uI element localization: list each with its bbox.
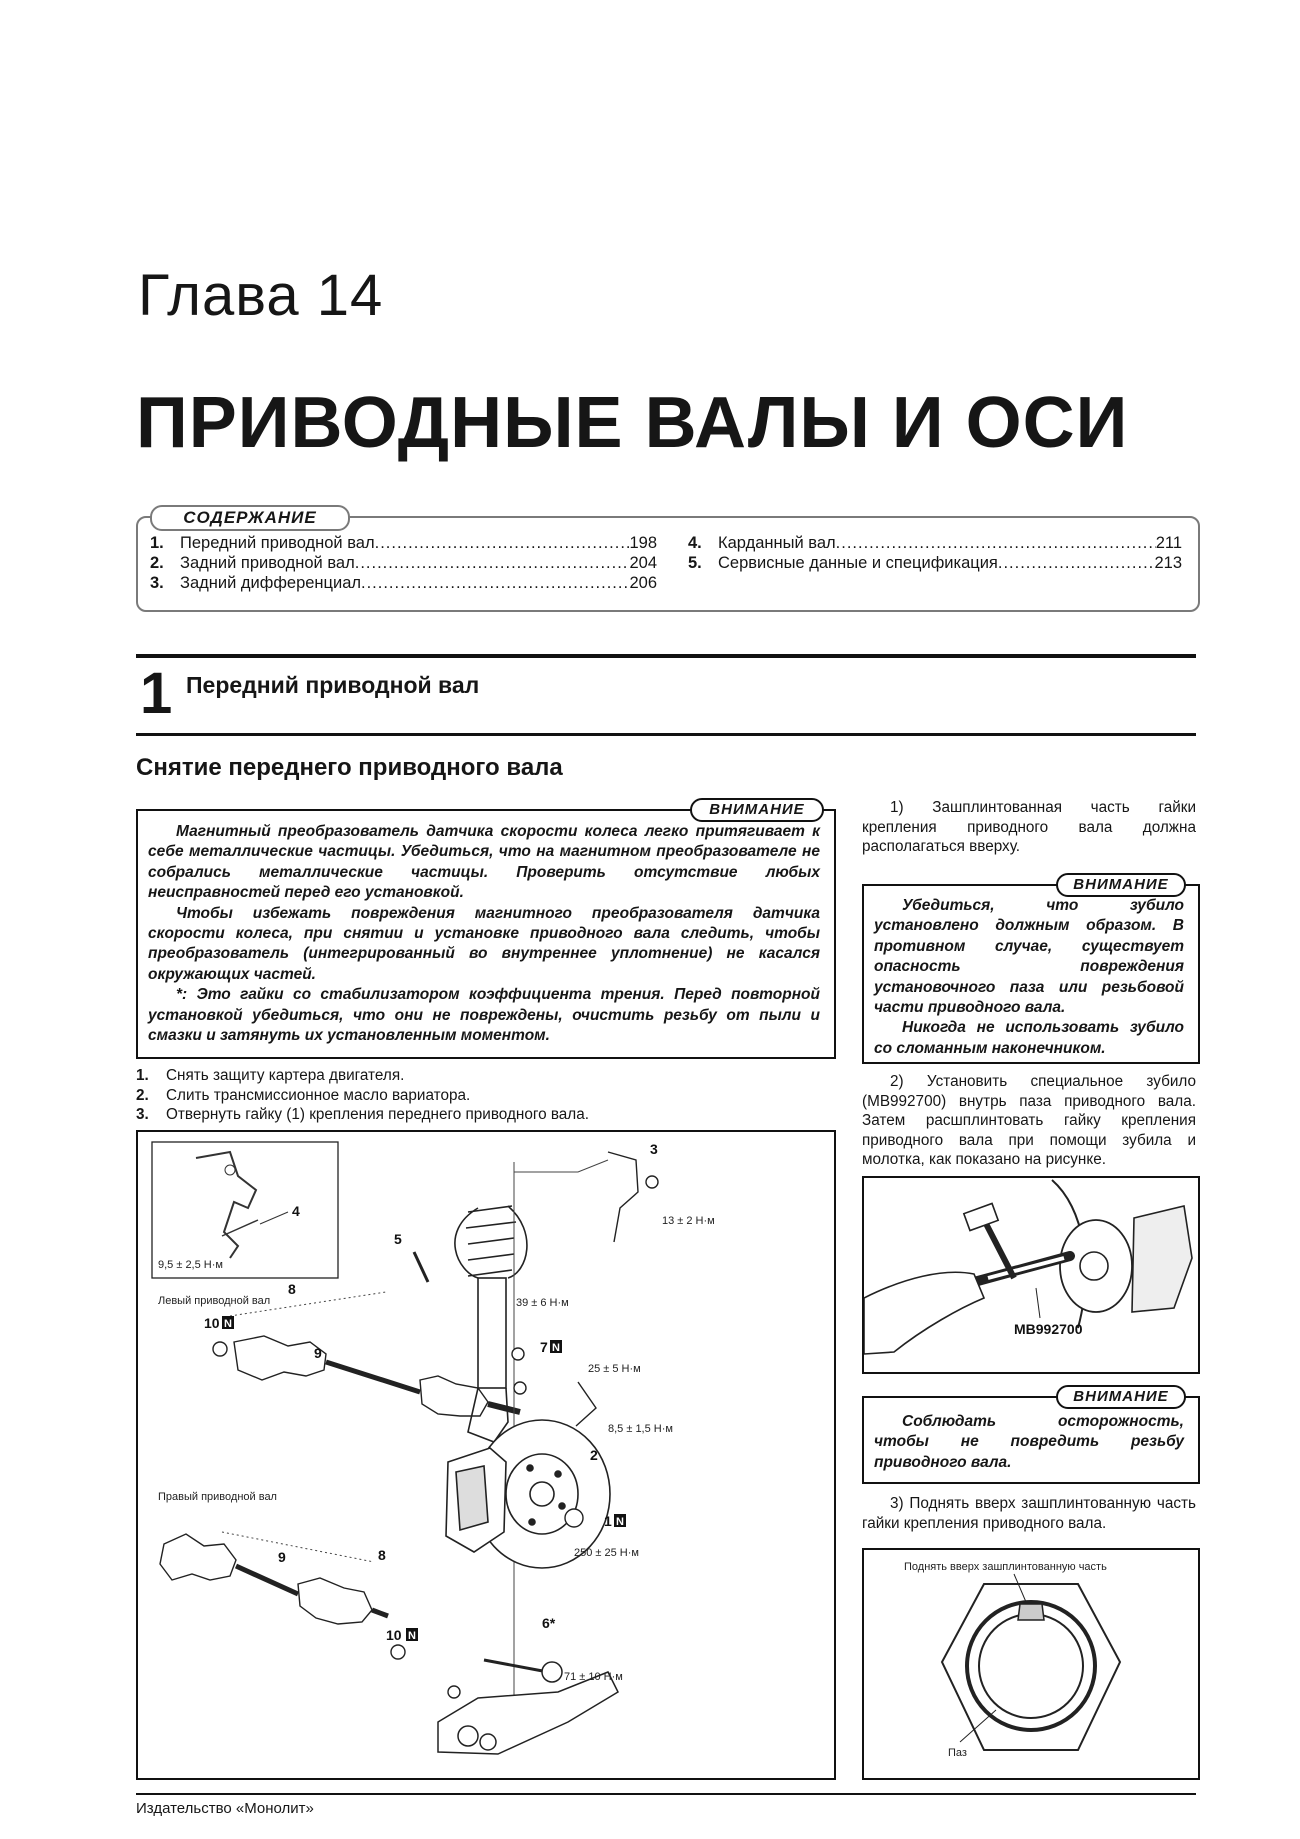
new-part-badge-text: N <box>552 1342 560 1354</box>
callout-10a: 10 <box>204 1315 220 1331</box>
toc-item-page: 213 <box>1154 554 1182 572</box>
toc-item[interactable] <box>150 554 657 574</box>
chapter-label: Глава 14 <box>138 263 384 328</box>
contents-heading: СОДЕРЖАНИЕ <box>150 505 350 531</box>
footer-rule <box>136 1793 1196 1795</box>
toc-item-number: 5. <box>688 554 702 572</box>
right-shaft-label <box>158 1491 277 1503</box>
toc-item-title: Задний приводной вал <box>180 554 355 572</box>
toc-leader <box>361 574 629 593</box>
shaft-thread <box>979 1614 1083 1718</box>
wheel-stud <box>555 1471 561 1477</box>
left-shaft-label <box>158 1295 270 1307</box>
warning-tag: ВНИМАНИЕ <box>690 798 824 822</box>
torque-label: 39 ± 6 Н·м <box>516 1297 569 1309</box>
arm-bushing <box>458 1726 478 1746</box>
warning-paragraph: Чтобы избежать повреждения магнитного преобразователя датчика скорости колеса, при снятии и установке приводного вала следить, чтобы преобразователь (интегрированный во внутреннее уплотнение) не касался окружающих частей. <box>148 904 820 983</box>
outer-cv-joint <box>298 1578 372 1624</box>
toc-item-page: 206 <box>629 574 657 592</box>
bolt-3 <box>646 1176 658 1188</box>
warning-tag: ВНИМАНИЕ <box>1056 1385 1186 1409</box>
tie-rod-end <box>542 1662 562 1682</box>
spline-stub <box>372 1610 388 1616</box>
new-part-badge-text: N <box>224 1318 232 1330</box>
leader-line <box>222 1532 374 1562</box>
torque-label: 9,5 ± 2,5 Н·м <box>158 1259 223 1271</box>
callout-2: 2 <box>590 1447 598 1463</box>
diagram-svg <box>138 1132 834 1778</box>
step-item <box>136 1105 836 1125</box>
wheel-stud <box>559 1503 565 1509</box>
callout-7: 7 <box>540 1339 548 1355</box>
section-bottom-rule <box>136 733 1196 736</box>
publisher-footer: Издательство «Монолит» <box>136 1800 314 1817</box>
nut <box>514 1382 526 1394</box>
hammer-head <box>964 1203 998 1230</box>
shaft-bar <box>236 1566 298 1594</box>
toc-item-title: Передний приводной вал <box>180 534 375 552</box>
step-item <box>136 1086 836 1106</box>
tie-rod <box>484 1660 548 1672</box>
shaft-bar <box>326 1362 420 1392</box>
nut-caption: Поднять вверх зашплинтованную часть <box>904 1561 1107 1573</box>
hand-shape <box>864 1272 984 1354</box>
nut-figure <box>862 1548 1200 1780</box>
new-part-badge-text: N <box>616 1516 624 1528</box>
right-shaft-label-text: Правый приводной вал <box>158 1491 277 1503</box>
sensor-harness-2 <box>576 1382 596 1426</box>
warning-paragraph: Убедиться, что зубило установлено должным образом. В противном случае, существует опасность повреждения установочного паза или резьбовой части приводного вала. <box>874 897 1184 1017</box>
leader-line <box>1036 1288 1040 1318</box>
step-2-text <box>862 1072 1196 1170</box>
step-text: Слить трансмиссионное масло вариатора. <box>166 1086 471 1104</box>
toc-item-number: 4. <box>688 534 702 552</box>
circlip-10 <box>213 1342 227 1356</box>
toc-item-title: Сервисные данные и спецификация <box>718 554 998 572</box>
new-part-badge-text: N <box>408 1630 416 1642</box>
warning-paragraph: *: Это гайки со стабилизатором коэффициента трения. Перед повторной установкой убедиться, что они не повреждены, очистить резьбу от пыли и смазки и затянуть их установленным моментом. <box>148 986 820 1045</box>
callout-9b: 9 <box>278 1549 286 1565</box>
nut-svg <box>864 1550 1198 1778</box>
toc-leader <box>836 534 1156 553</box>
toc-item[interactable] <box>688 554 1182 574</box>
caliper-piston <box>456 1466 488 1530</box>
exploded-diagram <box>136 1130 836 1780</box>
callout-1: 1 <box>604 1513 612 1529</box>
tool-label: MB992700 <box>1014 1321 1083 1337</box>
driveshaft-nut-1 <box>565 1509 583 1527</box>
step-1-text <box>862 798 1196 857</box>
warning-text <box>874 1412 1184 1473</box>
leader-line <box>514 1160 608 1172</box>
chisel-svg <box>864 1178 1198 1372</box>
torque-label: 8,5 ± 1,5 Н·м <box>608 1423 673 1435</box>
inner-cv-joint <box>234 1336 326 1380</box>
toc-item-number: 1. <box>150 534 164 552</box>
step-3-text <box>862 1494 1196 1533</box>
toc-leader <box>375 534 630 553</box>
stabilizer-link-5 <box>414 1252 428 1282</box>
staked-portion <box>1018 1604 1044 1620</box>
callout-3: 3 <box>650 1141 658 1157</box>
toc-leader <box>355 554 630 573</box>
callout-4: 4 <box>292 1203 300 1219</box>
warning-tag: ВНИМАНИЕ <box>1056 873 1186 897</box>
step-list <box>136 1066 836 1125</box>
callout-8b: 8 <box>378 1547 386 1563</box>
step-2-paragraph: 2) Установить специальное зубило (MB992700) внутрь паза приводного вала. Затем расшплинтовать гайку крепления приводного вала при помощи зубила и молотка, как показано на рисунке. <box>862 1073 1196 1168</box>
caliper <box>1132 1206 1192 1312</box>
shock-absorber <box>478 1278 506 1388</box>
torque-label: 250 ± 25 Н·м <box>574 1547 639 1559</box>
section-top-rule <box>136 654 1196 658</box>
hub-and-disc <box>446 1420 610 1568</box>
ball-joint <box>480 1734 496 1750</box>
bracket-3 <box>608 1152 638 1242</box>
callout-6: 6* <box>542 1615 556 1631</box>
toc-item-title: Задний дифференциал <box>180 574 362 592</box>
callout-10b: 10 <box>386 1627 402 1643</box>
toc-item-number: 2. <box>150 554 164 572</box>
slot-label: Паз <box>948 1747 967 1759</box>
step-text: Отвернуть гайку (1) крепления переднего приводного вала. <box>166 1106 589 1124</box>
warning-paragraph: Никогда не использовать зубило со сломанным наконечником. <box>874 1019 1184 1057</box>
toc-item-page: 204 <box>629 554 657 572</box>
coil-spring <box>466 1206 516 1276</box>
inner-cv-joint <box>160 1534 236 1580</box>
nut-7 <box>512 1348 524 1360</box>
wheel-stud <box>529 1519 535 1525</box>
step-number: 2. <box>136 1086 149 1104</box>
spring-outline <box>455 1206 527 1278</box>
toc-item-page: 198 <box>629 534 657 552</box>
nut-6 <box>448 1686 460 1698</box>
inset-frame <box>152 1142 338 1278</box>
bracket-bolt-shape <box>225 1165 235 1175</box>
toc-item-title: Карданный вал <box>718 534 836 552</box>
toc-leader <box>998 554 1155 573</box>
step-3-paragraph: 3) Поднять вверх зашплинтованную часть гайки крепления приводного вала. <box>862 1495 1196 1532</box>
section-number: 1 <box>140 661 173 726</box>
torque-label: 13 ± 2 Н·м <box>662 1215 715 1227</box>
torque-label: 25 ± 5 Н·м <box>588 1363 641 1375</box>
chapter-title: ПРИВОДНЫЕ ВАЛЫ И ОСИ <box>136 383 1129 463</box>
left-shaft-label-text: Левый приводной вал <box>158 1295 271 1307</box>
step-item <box>136 1066 836 1086</box>
circlip-10 <box>391 1645 405 1659</box>
callout-8a: 8 <box>288 1281 296 1297</box>
hub-center <box>530 1482 554 1506</box>
callout-9a: 9 <box>314 1345 322 1361</box>
callout-5: 5 <box>394 1231 402 1247</box>
chisel-highlight <box>988 1258 1064 1278</box>
step-number: 1. <box>136 1067 149 1084</box>
warning-text <box>148 822 820 1046</box>
subsection-title: Снятие переднего приводного вала <box>136 754 563 781</box>
toc-item-number: 3. <box>150 574 164 592</box>
toc-item-page: 211 <box>1155 534 1182 552</box>
warning-paragraph: Соблюдать осторожность, чтобы не повредить резьбу приводного вала. <box>874 1413 1184 1471</box>
leader-line <box>260 1212 288 1224</box>
warning-text <box>874 896 1184 1059</box>
spline-stub <box>488 1404 520 1412</box>
toc-item[interactable] <box>150 534 657 554</box>
torque-label: 71 ± 10 Н·м <box>564 1671 623 1683</box>
toc-item[interactable] <box>688 534 1182 554</box>
section-title: Передний приводной вал <box>186 672 480 698</box>
chisel-figure <box>862 1176 1200 1374</box>
step-1-paragraph: 1) Зашплинтованная часть гайки крепления приводного вала должна располагаться вверху. <box>862 799 1196 855</box>
wheel-stud <box>527 1465 533 1471</box>
warning-paragraph: Магнитный преобразователь датчика скорости колеса легко притягивает к себе металлические частицы. Убедиться, что на магнитном преобразователе не собрались металлические частицы. Проверить отсутствие любых неисправностей перед его установкой. <box>148 823 820 902</box>
toc-item[interactable] <box>150 574 657 594</box>
axle-nut <box>1080 1252 1108 1280</box>
step-text: Снять защиту картера двигателя. <box>166 1067 405 1084</box>
step-number: 3. <box>136 1106 149 1124</box>
